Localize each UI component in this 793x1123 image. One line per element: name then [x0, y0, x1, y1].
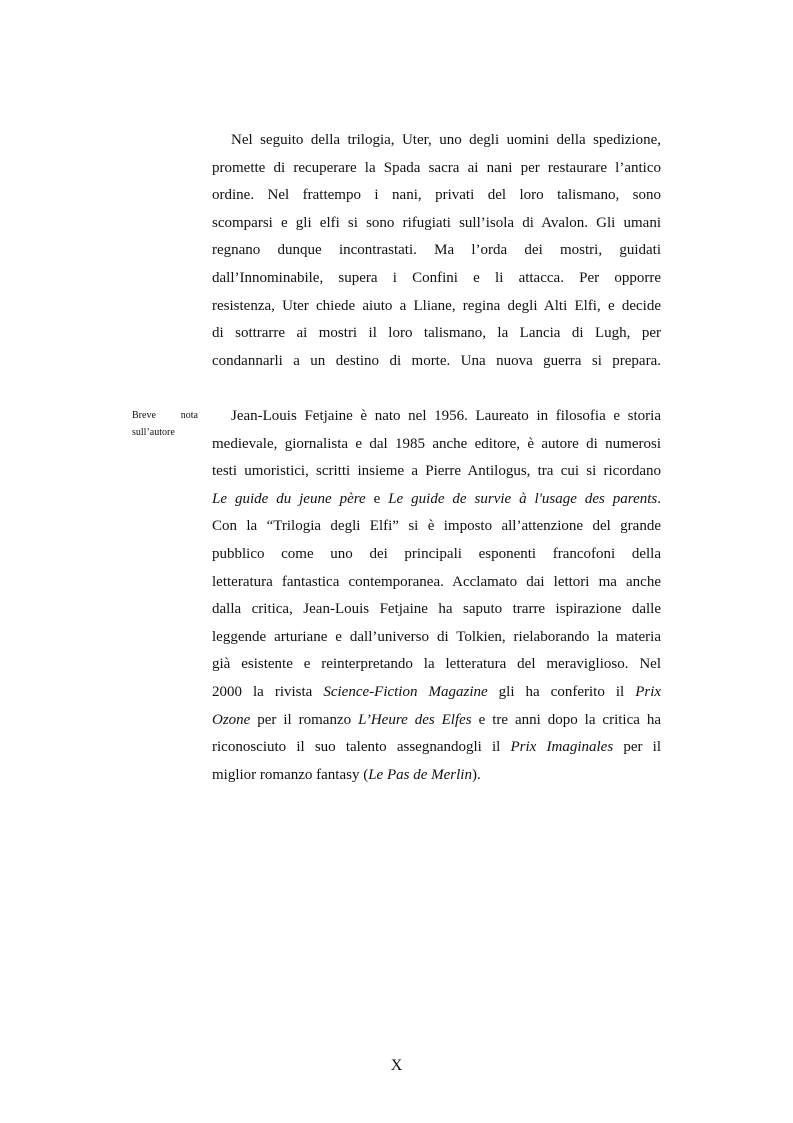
award-name: Prix — [635, 683, 662, 700]
text-line: Con la “Trilogia degli Elfi” si è imposto all’attenzione del grande — [212, 518, 661, 535]
award-name: Prix Imaginales — [510, 739, 614, 756]
text-line — [212, 679, 661, 707]
text-line: Jean-Louis Fetjaine è nato nel 1956. Laureato in filosofia e storia — [231, 408, 661, 424]
text-line: promette di recuperare la Spada sacra ai nani per restaurare l’antico — [212, 159, 661, 176]
text-line: già esistente e reinterpretando la letteratura del meraviglioso. Nel — [212, 656, 661, 673]
book-title: Le guide du jeune père — [212, 490, 366, 507]
text-line — [212, 762, 661, 790]
text-line: regnano dunque incontrastati. Ma l’orda dei mostri, guidati — [212, 242, 661, 259]
text-fragment: 2000 la rivista — [212, 683, 324, 700]
text-line: di sottrarre ai mostri il loro talismano, la Lancia di Lugh, per — [212, 325, 661, 342]
text-line: dalla critica, Jean-Louis Fetjaine ha saputo trarre ispirazione dalle — [212, 601, 661, 618]
book-title: Le guide de survie à l'usage des parents — [388, 490, 658, 507]
text-line — [212, 734, 661, 762]
text-fragment: . — [657, 490, 661, 507]
text-line: condannarli a un destino di morte. Una nuova guerra si prepara. — [212, 352, 661, 369]
text-fragment: per il — [613, 739, 661, 756]
text-fragment: e — [365, 490, 389, 507]
margin-note — [132, 407, 198, 441]
book-title: Le Pas de Merlin — [368, 766, 472, 783]
page-number: X — [390, 1057, 403, 1074]
text-line: letteratura fantastica contemporanea. Acclamato dai lettori ma anche — [212, 573, 661, 590]
book-title: L’Heure des Elfes — [358, 711, 472, 728]
margin-note-line: sull’autore — [132, 427, 175, 438]
magazine-title: Science-Fiction Magazine — [323, 683, 488, 700]
text-fragment: gli ha conferito il — [487, 683, 636, 700]
text-line — [212, 486, 661, 514]
text-fragment: miglior romanzo fantasy ( — [212, 766, 369, 783]
text-fragment: per il romanzo — [250, 711, 359, 728]
text-line: ordine. Nel frattempo i nani, privati del loro talismano, sono — [212, 187, 661, 204]
text-line: medievale, giornalista e dal 1985 anche editore, è autore di numerosi — [212, 435, 661, 452]
margin-note-line: Breve nota — [132, 410, 198, 421]
text-line: dall’Innominabile, supera i Confini e li attacca. Per opporre — [212, 269, 661, 286]
text-line: pubblico come uno dei principali esponenti francofoni della — [212, 545, 661, 562]
text-line: resistenza, Uter chiede aiuto a Lliane, regina degli Alti Elfi, e decide — [212, 297, 661, 314]
award-name: Ozone — [212, 711, 251, 728]
text-fragment: riconosciuto il suo talento assegnandogli il — [212, 739, 511, 756]
text-line: scomparsi e gli elfi si sono rifugiati sull’isola di Avalon. Gli umani — [212, 214, 661, 231]
paragraph-author-bio — [212, 403, 661, 789]
text-line: testi umoristici, scritti insieme a Pierre Antilogus, tra cui si ricordano — [212, 463, 661, 480]
text-fragment: ). — [471, 766, 481, 783]
text-line — [212, 707, 661, 735]
text-line: leggende arturiane e dall’universo di Tolkien, rielaborando la materia — [212, 628, 661, 645]
paragraph-plot-summary — [212, 127, 661, 375]
text-line: Nel seguito della trilogia, Uter, uno degli uomini della spedizione, — [231, 132, 661, 148]
text-fragment: e tre anni dopo la critica ha — [471, 711, 662, 728]
